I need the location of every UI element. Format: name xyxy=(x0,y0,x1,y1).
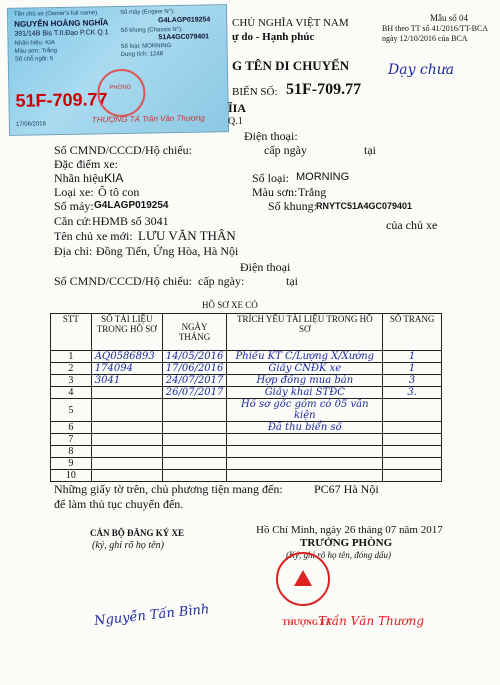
at-label-2: tại xyxy=(286,274,298,288)
year-label: năm 2017 xyxy=(399,524,443,536)
issued-label-2: cấp ngày: xyxy=(198,274,245,288)
cell-doc-number xyxy=(91,422,162,434)
address-value: Đồng Tiến, Ứng Hòa, Hà Nội xyxy=(96,244,239,258)
new-owner-value: LƯU VĂN THÂN xyxy=(138,228,236,243)
card-color: Trắng xyxy=(41,48,58,55)
table-row xyxy=(51,363,442,375)
card-engine: G4LAGP019254 xyxy=(158,16,211,25)
phone-1: Điện thoại: xyxy=(244,129,298,143)
frame-label: Số khung: xyxy=(268,199,318,213)
form-number: Mẫu số 04 xyxy=(430,13,468,23)
card-brand: KIA xyxy=(45,40,55,47)
cell-summary: Hợp đồng mua bán xyxy=(227,375,383,387)
cell-pages xyxy=(383,422,442,434)
cell-summary: Giấy CNĐK xe xyxy=(227,363,383,375)
plate-value: 51F-709.77 xyxy=(286,81,362,98)
chief-rank: THƯỢNG TÁ xyxy=(282,618,332,627)
cell-summary xyxy=(227,434,383,446)
card-model: MORNING xyxy=(142,43,172,50)
basis-label: Căn cứ: xyxy=(54,214,92,228)
card-signer: THƯỢNG TÁ Trần Văn Thương xyxy=(91,113,205,125)
cell-doc-number xyxy=(91,434,162,446)
cell-date: 26/07/2017 xyxy=(162,387,227,399)
cell-doc-number xyxy=(91,458,162,470)
cell-doc-number xyxy=(91,399,162,422)
chief-signature: Trần Văn Thương xyxy=(318,614,425,628)
card-stamp xyxy=(97,69,146,118)
card-date: 17/06/2016 xyxy=(15,121,47,128)
cell-stt: 3 xyxy=(51,375,92,387)
table-row xyxy=(51,446,442,458)
table-body xyxy=(51,351,442,482)
kind-label: Loại xe: xyxy=(54,185,94,199)
id-label-2: Số CMND/CCCD/Hộ chiếu: xyxy=(54,274,193,288)
table-row xyxy=(51,458,442,470)
cell-summary: Giấy khai STĐC xyxy=(227,387,383,399)
col-summary: TRÍCH YẾU TÀI LIỆU TRONG HỒ SƠ xyxy=(227,314,383,351)
motto-line: ự do - Hạnh phúc xyxy=(232,31,315,43)
form-ref-1: BH theo TT số 41/2016/TT-BCA xyxy=(382,24,489,33)
col-stt: STT xyxy=(51,314,92,351)
form-ref-2: ngày 12/10/2016 của BCA xyxy=(382,34,468,43)
handwritten-note: Dạy chưa xyxy=(388,62,455,78)
col-doc-number: SỐ TÀI LIỆU TRONG HỒ SƠ xyxy=(91,314,162,351)
transfer-line: Những giấy tờ trên, chủ phương tiện mang đến: xyxy=(54,482,283,496)
document-table xyxy=(50,313,442,482)
frame-value: RNYTC51A4GC079401 xyxy=(316,201,413,211)
card-model-row: Số loại: MORNING xyxy=(120,43,172,50)
brand-value: KIA xyxy=(104,171,124,185)
cell-date: 24/07/2017 xyxy=(162,375,227,387)
card-seats: 5 xyxy=(49,56,54,63)
chief-note: (Ký, ghi rõ họ tên, đóng dấu) xyxy=(286,550,391,560)
table-row xyxy=(51,351,442,363)
card-seats-row: Số chỗ ngồi: 5 xyxy=(14,56,54,63)
card-brand-row: Nhãn hiệu: KIA xyxy=(14,40,55,47)
card-owner-label: Tên chủ xe (Owner's full name) xyxy=(13,10,98,18)
month-label: tháng xyxy=(358,524,383,536)
official-stamp xyxy=(276,552,330,606)
table-row xyxy=(51,387,442,399)
date-day: 26 xyxy=(344,524,356,536)
phone-2: Điện thoại xyxy=(240,260,291,274)
table-row xyxy=(51,375,442,387)
cell-date xyxy=(162,470,227,482)
cell-stt: 1 xyxy=(51,351,92,363)
basis-value: HĐMB số 3041 xyxy=(92,214,169,228)
features-label: Đặc điểm xe: xyxy=(54,157,118,171)
cell-date xyxy=(162,399,227,422)
cell-doc-number xyxy=(91,470,162,482)
cell-stt: 9 xyxy=(51,458,92,470)
cell-pages: 1 xyxy=(383,363,442,375)
plate-label: BIỂN SỐ: xyxy=(232,86,278,98)
kind-value: Ô tô con xyxy=(98,185,140,199)
nation-line: CHỦ NGHĨA VIỆT NAM xyxy=(232,17,349,29)
cell-pages xyxy=(383,446,442,458)
cell-pages xyxy=(383,458,442,470)
chief-title: TRƯỞNG PHÒNG xyxy=(300,537,393,549)
new-owner-label: Tên chủ xe mới: xyxy=(54,229,133,243)
type-value: MORNING xyxy=(296,171,350,183)
card-capacity: 1248 xyxy=(149,51,164,58)
card-capacity-row: Dung tích: 1248 xyxy=(120,51,164,58)
officer-note: (ký, ghi rõ họ tên) xyxy=(92,540,164,551)
cell-pages xyxy=(383,470,442,482)
stamp-star-icon xyxy=(294,570,312,586)
type-label: Số loại: xyxy=(252,171,290,185)
cell-date xyxy=(162,434,227,446)
color-label: Màu sơn: xyxy=(252,185,298,199)
col-date: NGÀY THÁNG xyxy=(162,314,227,351)
registration-card xyxy=(7,4,229,136)
place-date xyxy=(256,524,443,536)
transfer-dest: PC67 Hà Nội xyxy=(314,482,379,496)
card-owner: NGUYỄN HOÀNG NGHĨA xyxy=(14,18,109,29)
card-dept: PHÒNG xyxy=(109,84,132,92)
cell-stt: 5 xyxy=(51,399,92,422)
cell-date: 17/06/2016 xyxy=(162,363,227,375)
cell-stt: 2 xyxy=(51,363,92,375)
card-plate: 51F-709.77 xyxy=(15,89,108,111)
card-engine-label: Số máy (Engine N°): xyxy=(119,9,175,16)
date-month: 07 xyxy=(385,524,397,536)
cell-doc-number: 3041 xyxy=(91,375,162,387)
cell-doc-number xyxy=(91,387,162,399)
cell-stt: 8 xyxy=(51,446,92,458)
card-color-row: Màu sơn: Trắng xyxy=(14,48,58,55)
cell-date xyxy=(162,446,227,458)
cell-doc-number xyxy=(91,446,162,458)
cell-pages: 3 xyxy=(383,375,442,387)
cell-stt: 4 xyxy=(51,387,92,399)
cell-summary: Đã thu biển số xyxy=(227,422,383,434)
cell-pages: 3. xyxy=(383,387,442,399)
cell-pages xyxy=(383,399,442,422)
brand-label: Nhãn hiệu: xyxy=(54,171,107,185)
basis-suffix: của chủ xe xyxy=(386,218,438,232)
cell-stt: 10 xyxy=(51,470,92,482)
document-title: G TÊN DI CHUYỂN xyxy=(232,58,350,73)
cell-stt: 6 xyxy=(51,422,92,434)
cell-date xyxy=(162,422,227,434)
issued-label-1: cấp ngày xyxy=(264,143,307,157)
cell-pages xyxy=(383,434,442,446)
engine-value: G4LAGP019254 xyxy=(94,200,169,211)
engine-label: Số máy: xyxy=(54,199,94,213)
procedure-line: để làm thủ tục chuyển đến. xyxy=(54,497,184,511)
cell-date xyxy=(162,458,227,470)
col-pages: SỐ TRANG xyxy=(383,314,442,351)
cell-doc-number: 174094 xyxy=(91,363,162,375)
card-address: 391/14B Bis T.II.Đạo P.CK Q.1 xyxy=(14,29,109,38)
cell-summary: Phiếu KT C/Lượng X/Xưởng xyxy=(227,351,383,363)
cell-summary xyxy=(227,470,383,482)
table-caption: HỒ SƠ XE CÓ xyxy=(202,300,258,310)
color-value: Trắng xyxy=(298,185,327,199)
table-row xyxy=(51,399,442,422)
card-frame-label: Số khung (Chassis N°): xyxy=(120,26,183,34)
district-fragment: Q.1 xyxy=(228,116,243,127)
cell-stt: 7 xyxy=(51,434,92,446)
name-fragment: ĨIA xyxy=(228,101,247,115)
table-row xyxy=(51,422,442,434)
cell-summary xyxy=(227,458,383,470)
cell-date: 14/05/2016 xyxy=(162,351,227,363)
officer-title: CÁN BỘ ĐĂNG KÝ XE xyxy=(90,528,185,538)
address-label: Địa chỉ: xyxy=(54,244,93,258)
cell-doc-number: AQ0586893 xyxy=(91,351,162,363)
officer-signature: Nguyễn Tấn Bình xyxy=(93,602,210,629)
cell-summary xyxy=(227,446,383,458)
table-header-row xyxy=(51,314,442,351)
table-row xyxy=(51,434,442,446)
place-date-prefix: Hồ Chí Minh, ngày xyxy=(256,524,342,536)
cell-pages: 1 xyxy=(383,351,442,363)
table-row xyxy=(51,470,442,482)
id-label-1: Số CMND/CCCD/Hộ chiếu: xyxy=(54,143,193,157)
cell-summary: Hồ sơ gốc gồm có 05 văn kiện xyxy=(227,399,383,422)
card-frame: 51A4GC079401 xyxy=(158,33,210,42)
at-label-1: tại xyxy=(364,143,376,157)
